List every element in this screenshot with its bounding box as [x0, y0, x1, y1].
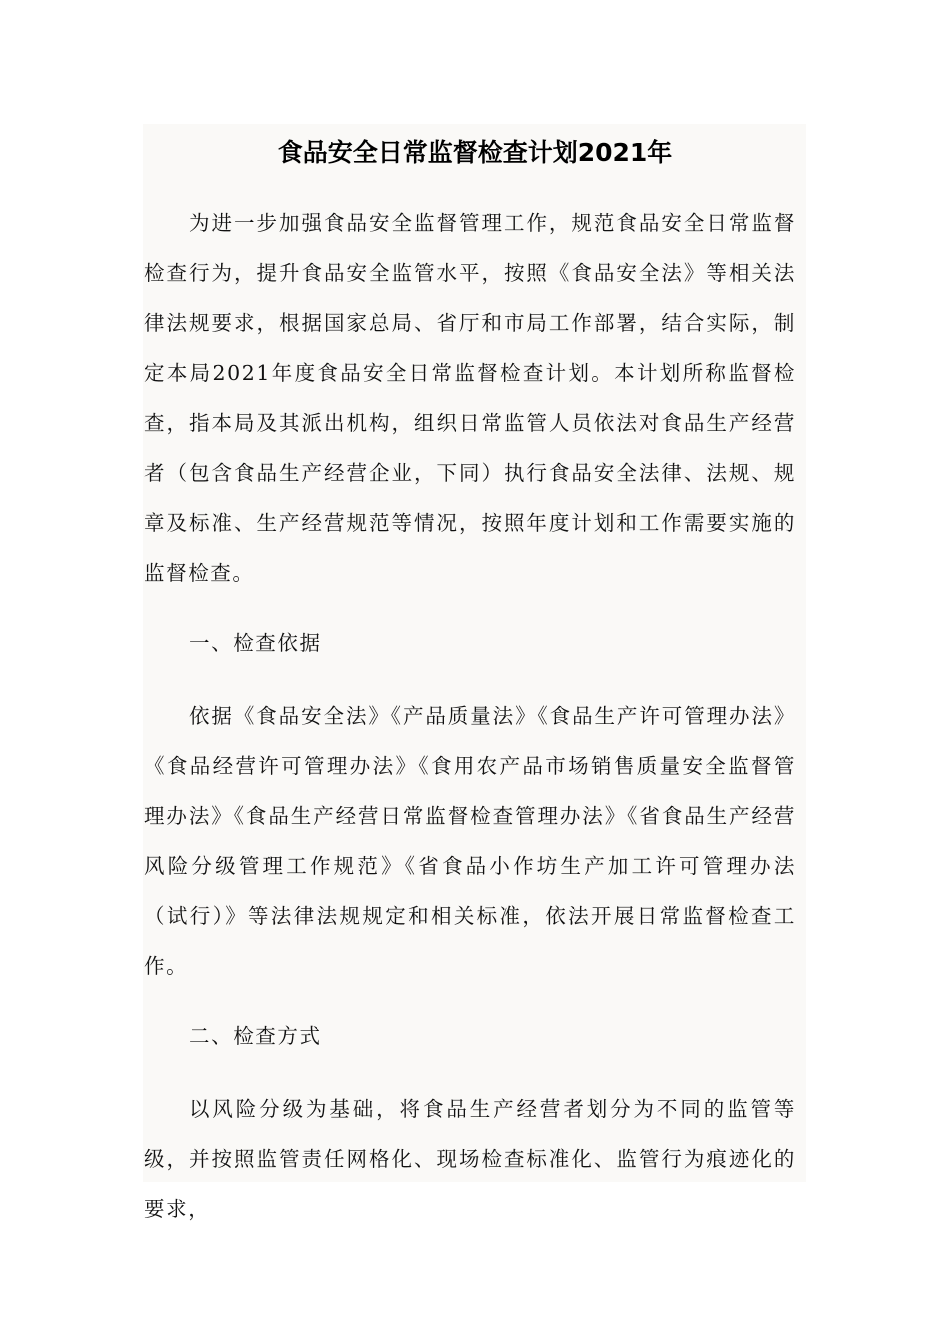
section-2-heading: 二、检查方式 — [189, 1024, 322, 1048]
section-2-paragraph: 以风险分级为基础，将食品生产经营者划分为不同的监管等级，并按照监管责任网格化、现场检查标准化、监管行为痕迹化的要求， — [144, 1097, 796, 1221]
intro-paragraph: 为进一步加强食品安全监督管理工作，规范食品安全日常监督检查行为，提升食品安全监管水平，按照《食品安全法》等相关法律法规要求，根据国家总局、省厅和市局工作部署，结合实际，制定本局2021年度食品安全日常监督检查计划。本计划所称监督检查，指本局及其派出机构，组织日常监管人员依法对食品生产经营者（包含食品生产经营企业，下同）执行食品安全法律、法规、规章及标准、生产经营规范等情况，按照年度计划和工作需要实施的监督检查。 — [144, 211, 796, 585]
section-1-paragraph: 依据《食品安全法》《产品质量法》《食品生产许可管理办法》《食品经营许可管理办法》《食用农产品市场销售质量安全监督管理办法》《食品生产经营日常监督检查管理办法》《省食品生产经营风险分级管理工作规范》《省食品小作坊生产加工许可管理办法（试行）》等法律法规规定和相关标准，依法开展日常监督检查工作。 — [144, 704, 796, 978]
document-title: 食品安全日常监督检查计划2021年 — [277, 138, 673, 167]
section-1-heading: 一、检查依据 — [189, 631, 322, 655]
